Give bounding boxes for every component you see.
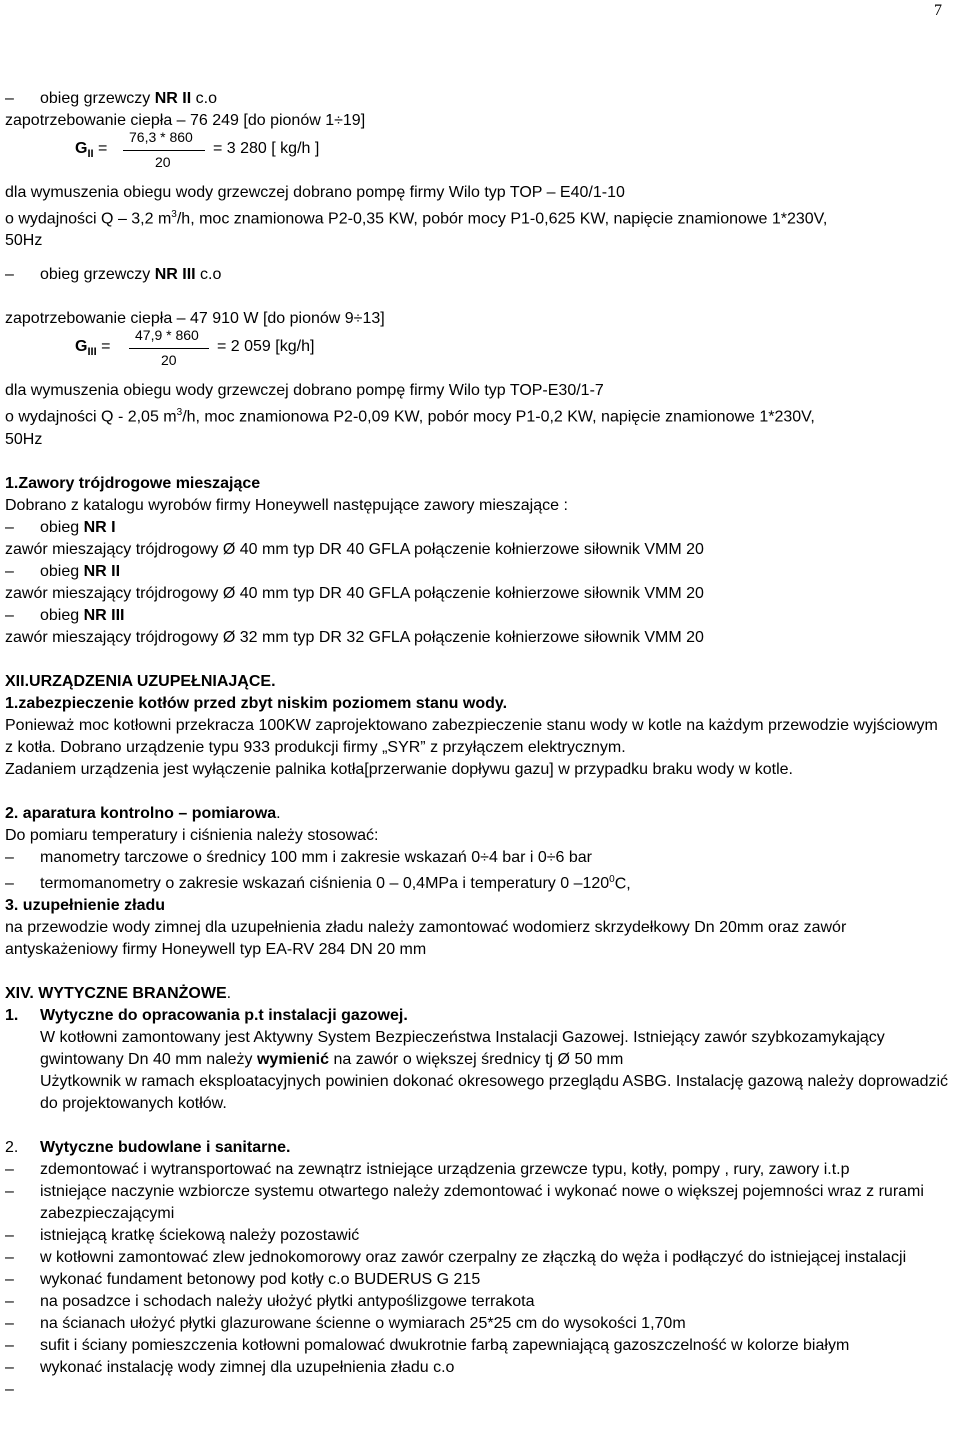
dash-bullet xyxy=(5,873,32,895)
list-item: – istniejącą kratkę ściekową należy pozostawić xyxy=(5,1225,950,1247)
dash-bullet xyxy=(5,517,32,539)
dash-bullet xyxy=(5,1269,32,1291)
guideline-1-para2: Użytkownik w ramach eksploatacyjnych powinien dokonać okresowego przeglądu ASBG. Instalację gazową należy doprowadzić do projektowanych kotłów. xyxy=(40,1072,949,1112)
list-item: – w kotłowni zamontować zlew jednokomorowy oraz zawór czerpalny ze złączką do węża i podłączyć do istniejącej instalacji xyxy=(5,1247,950,1269)
circuit-2-pump-line2: o wydajności Q – 3,2 $m^3/h$, moc znamionowa P2-0,35 KW, pobór mocy P1-0,625 KW, napięcie znamionowe 1*230V, xyxy=(5,209,828,228)
list-item: – na ścianach ułożyć płytki glazurowane ścienne o wymiarach 25*25 cm do wysokości 1,70m xyxy=(5,1313,950,1335)
list-item: – sufit i ściany pomieszczenia kotłowni pomalować dwukrotnie farbą zapewniającą gazoszczelność w kolorze białym xyxy=(5,1335,950,1357)
fraction-bar xyxy=(123,150,205,151)
list-item: – istniejące naczynie wzbiorcze systemu otwartego należy zdemontować i wykonać nowe o większej pojemności wraz z rurami zabezpieczającymi xyxy=(5,1181,950,1225)
dash-bullet xyxy=(5,88,32,110)
circuit-2-formula: $G_{II}$ = 76,3 * 860 20 = 3 280 [ kg/h ] xyxy=(75,129,320,170)
circuit-3-pump-line1: dla wymuszenia obiegu wody grzewczej dobrano pompę firmy Wilo typ TOP-E30/1-7 xyxy=(5,382,604,400)
circuit-2-pump-line3: 50Hz xyxy=(5,232,43,250)
dash-bullet xyxy=(5,1291,32,1313)
dash-bullet xyxy=(5,605,32,627)
section-12-sub3: 3. uzupełnienie zładu xyxy=(5,896,166,914)
circuit-2-demand: zapotrzebowanie ciepła – 76 249 [do pionów 1÷19] xyxy=(5,112,366,129)
section-12-heading: XII.URZĄDZENIA UZUPEŁNIAJĄCE. xyxy=(5,672,276,690)
guideline-2-list xyxy=(5,1159,950,1379)
section-14-heading: XIV. WYTYCZNE BRANŻOWE. xyxy=(5,984,232,1002)
valve-circuit-2: –obieg NR II xyxy=(5,561,950,583)
dash-bullet xyxy=(5,1313,32,1335)
list-item: – na posadzce i schodach należy ułożyć płytki antypoślizgowe terrakota xyxy=(5,1291,950,1313)
circuit-2-pump-line1: dla wymuszenia obiegu wody grzewczej dobrano pompę firmy Wilo typ TOP – E40/1-10 xyxy=(5,184,625,201)
valve-desc-3: zawór mieszający trójdrogowy Ø 32 mm typ DR 32 GFLA połączenie kołnierzowe siłownik VMM 20 xyxy=(5,628,704,646)
circuit-2-title: –obieg grzewczy NR II c.o xyxy=(5,88,950,110)
circuit-3-pump-line2: o wydajności Q - 2,05 $m^3/h$, moc znamionowa P2-0,09 KW, pobór mocy P1-0,2 KW, napięcie znamionowe 1*230V, xyxy=(5,407,815,426)
guideline-1-para1: W kotłowni zamontowany jest Aktywny System Bezpieczeństwa Instalacji Gazowej. Istniejący zawór szybkozamykający gwintowany Dn 40 mm należy wymienić na zawór o większej średnicy tj Ø 50 mm xyxy=(40,1028,885,1068)
dash-bullet xyxy=(5,561,32,583)
dash-bullet xyxy=(5,264,32,286)
circuit-3-pump-line3: 50Hz xyxy=(5,430,43,448)
page-number: 7 xyxy=(934,2,942,19)
dash-bullet xyxy=(5,1159,32,1181)
valves-intro: Dobrano z katalogu wyrobów firmy Honeywell następujące zawory mieszające : xyxy=(5,496,568,514)
document-body xyxy=(5,88,950,1379)
section-12-para4: na przewodzie wody zimnej dla uzupełnienia zładu należy zamontować wodomierz skrzydełkowy Dn 20mm oraz zawór antyskażeniowy firmy Honeywell typ EA-RV 284 DN 20 mm xyxy=(5,918,847,958)
dash-bullet xyxy=(5,1225,32,1247)
list-item: – wykonać instalację wody zimnej dla uzupełnienia zładu c.o xyxy=(5,1357,950,1379)
measure-item-1: –manometry tarczowe o średnicy 100 mm i zakresie wskazań 0÷4 bar i 0÷6 bar xyxy=(5,847,950,869)
section-12-para1: Ponieważ moc kotłowni przekracza 100KW zaprojektowano zabezpieczenie stanu wody w kotle na każdym przewodzie wyjściowym z kotła. Dobrano urządzenie typu 933 produkcji firmy „SYR” z przyłączem elektrycznym. xyxy=(5,716,938,756)
guideline-1: 1. Wytyczne do opracowania p.t instalacji gazowej. W kotłowni zamontowany jest Aktywny System Bezpieczeństwa Instalacji Gazowej. Istniejący zawór szybkozamykający gwintowany Dn 40 mm należy wymienić na zawór o większej średnicy tj Ø 50 mm Użytkownik w ramach eksploatacyjnych powinien dokonać okresowego przeglądu ASBG. Instalację gazową należy doprowadzić do projektowanych kotłów. xyxy=(5,1005,950,1115)
section-12-para2: Zadaniem urządzenia jest wyłączenie palnika kotła[przerwanie dopływu gazu] w przypadku braku wody w kotle. xyxy=(5,760,793,778)
dash-bullet xyxy=(5,1181,32,1203)
dash-bullet xyxy=(5,1379,32,1401)
valve-circuit-3: –obieg NR III xyxy=(5,605,950,627)
dash-bullet xyxy=(5,1247,32,1269)
circuit-3-formula: $G_{III}$ = 47,9 * 860 20 = 2 059 [kg/h] xyxy=(75,327,315,369)
valve-circuit-1: –obieg NR I xyxy=(5,517,950,539)
valve-desc-1: zawór mieszający trójdrogowy Ø 40 mm typ DR 40 GFLA połączenie kołnierzowe siłownik VMM 20 xyxy=(5,540,704,558)
section-12-sub2: 2. aparatura kontrolno – pomiarowa. xyxy=(5,804,281,822)
guideline-2: 2. Wytyczne budowlane i sanitarne. xyxy=(5,1138,291,1156)
section-12-para3: Do pomiaru temperatury i ciśnienia należy stosować: xyxy=(5,826,379,844)
section-12-sub1: 1.zabezpieczenie kotłów przed zbyt niskim poziomem stanu wody. xyxy=(5,694,508,712)
circuit-3-title: –obieg grzewczy NR III c.o xyxy=(5,264,950,286)
valve-desc-2: zawór mieszający trójdrogowy Ø 40 mm typ DR 40 GFLA połączenie kołnierzowe siłownik VMM 20 xyxy=(5,584,704,602)
list-item: – wykonać fundament betonowy pod kotły c.o BUDERUS G 215 xyxy=(5,1269,950,1291)
circuit-3-demand: zapotrzebowanie ciepła – 47 910 W [do pionów 9÷13] xyxy=(5,310,385,328)
list-item: – zdemontować i wytransportować na zewnątrz istniejące urządzenia grzewcze typu, kotły, pompy , rury, zawory i.t.p xyxy=(5,1159,950,1181)
dash-bullet xyxy=(5,1335,32,1357)
fraction-bar xyxy=(129,348,209,349)
dash-bullet xyxy=(5,1357,32,1379)
dash-bullet xyxy=(5,847,32,869)
measure-item-2: –termomanometry o zakresie wskazań ciśnienia 0 – 0,4MPa i temperatury 0 $-120^0C$, xyxy=(5,869,950,895)
valves-heading: 1.Zawory trójdrogowe mieszające xyxy=(5,474,261,492)
